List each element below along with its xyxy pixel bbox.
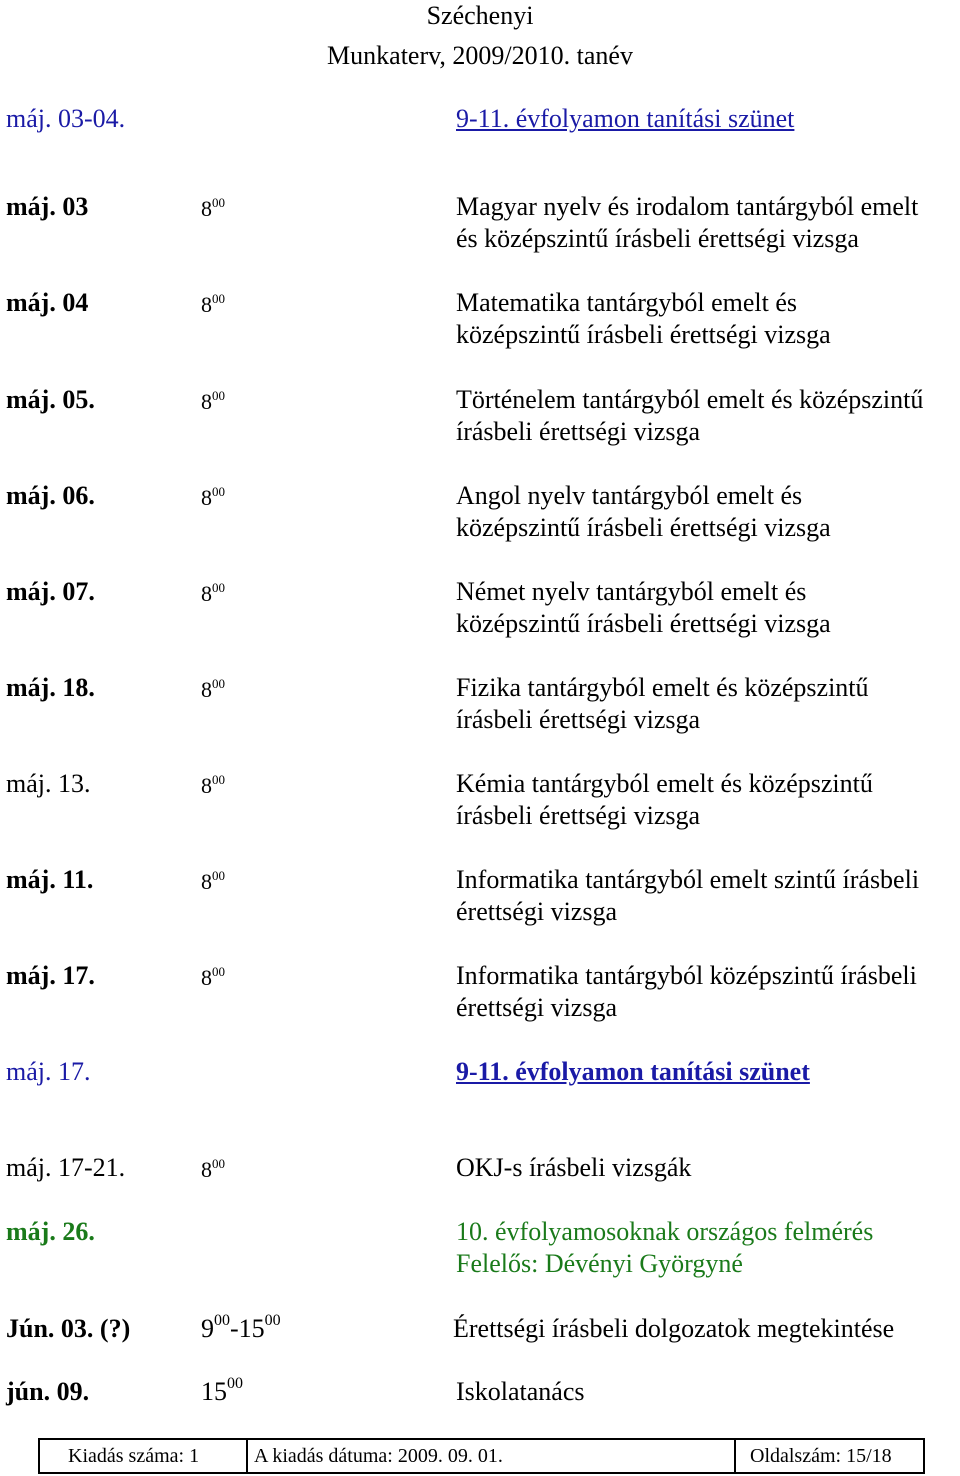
entry-description: 9-11. évfolyamon tanítási szünet: [456, 104, 795, 133]
footer-edition-number: Kiadás száma: 1: [39, 1439, 247, 1473]
entry-time: $8^{00}$: [201, 195, 225, 221]
entry-description: Magyar nyelv és irodalom tantárgyból emelt: [456, 192, 919, 221]
entry-date: máj. 05.: [6, 385, 95, 414]
entry-time: $8^{00}$: [201, 291, 225, 317]
entry-description: Matematika tantárgyból emelt és: [456, 288, 798, 317]
header-school-name: Széchenyi: [426, 1, 534, 30]
footer-table: [38, 1438, 925, 1474]
entry-date: máj. 11.: [6, 865, 94, 894]
footer-edition-date: A kiadás dátuma: 2009. 09. 01.: [247, 1439, 735, 1473]
entry-date: máj. 03-04.: [6, 104, 126, 133]
entry-description: OKJ-s írásbeli vizsgák: [456, 1153, 692, 1182]
entry-date: jún. 09.: [6, 1377, 90, 1406]
entry-description-cont: és középszintű írásbeli érettségi vizsga: [456, 224, 859, 253]
entry-description: Német nyelv tantárgyból emelt és: [456, 577, 807, 606]
entry-time: $15^{00}$: [201, 1375, 243, 1406]
entry-date: máj. 04: [6, 288, 89, 317]
entry-description: Informatika tantárgyból középszintű írásbeli: [456, 961, 917, 990]
entry-description-cont: középszintű írásbeli érettségi vizsga: [456, 513, 831, 542]
footer-page-number: Oldalszám: 15/18: [735, 1439, 924, 1473]
entry-date: máj. 17-21.: [6, 1153, 126, 1182]
entry-description-cont: írásbeli érettségi vizsga: [456, 801, 701, 830]
entry-date: máj. 17.: [6, 961, 95, 990]
entry-time: $8^{00}$: [201, 388, 225, 414]
entry-time: $8^{00}$: [201, 580, 225, 606]
entry-description-cont: írásbeli érettségi vizsga: [456, 417, 701, 446]
entry-description-cont: Felelős: Dévényi Györgyné: [456, 1249, 743, 1278]
entry-description-cont: középszintű írásbeli érettségi vizsga: [456, 320, 831, 349]
entry-time: $8^{00}$: [201, 1156, 225, 1182]
entry-date: máj. 26.: [6, 1217, 95, 1246]
entry-date: máj. 17.: [6, 1057, 91, 1086]
entry-date: Jún. 03. (?): [6, 1314, 131, 1343]
entry-date: máj. 03: [6, 192, 89, 221]
entry-time: $9^{00}-15^{00}$: [201, 1312, 281, 1343]
entry-date: máj. 06.: [6, 481, 95, 510]
header-plan-title: Munkaterv, 2009/2010. tanév: [327, 41, 633, 70]
entry-time: $8^{00}$: [201, 772, 225, 798]
entry-date: máj. 18.: [6, 673, 95, 702]
entry-description-cont: középszintű írásbeli érettségi vizsga: [456, 609, 831, 638]
entry-description-cont: írásbeli érettségi vizsga: [456, 705, 701, 734]
entry-time: $8^{00}$: [201, 868, 225, 894]
entry-time: $8^{00}$: [201, 484, 225, 510]
entry-time: $8^{00}$: [201, 964, 225, 990]
entry-description: Érettségi írásbeli dolgozatok megtekintése: [453, 1314, 895, 1343]
entry-description: Informatika tantárgyból emelt szintű írásbeli: [456, 865, 920, 894]
entry-date: máj. 07.: [6, 577, 95, 606]
entry-description: Fizika tantárgyból emelt és középszintű: [456, 673, 869, 702]
entry-description: Angol nyelv tantárgyból emelt és: [456, 481, 803, 510]
entry-time: $8^{00}$: [201, 676, 225, 702]
entry-description-cont: érettségi vizsga: [456, 897, 617, 926]
entry-description: Iskolatanács: [456, 1377, 585, 1406]
entry-description: Történelem tantárgyból emelt és középszintű: [456, 385, 924, 414]
entry-description: Kémia tantárgyból emelt és középszintű: [456, 769, 873, 798]
entry-date: máj. 13.: [6, 769, 91, 798]
entry-description: 10. évfolyamosoknak országos felmérés: [456, 1217, 874, 1246]
entry-description-cont: érettségi vizsga: [456, 993, 617, 1022]
entry-description: 9-11. évfolyamon tanítási szünet: [456, 1057, 810, 1086]
